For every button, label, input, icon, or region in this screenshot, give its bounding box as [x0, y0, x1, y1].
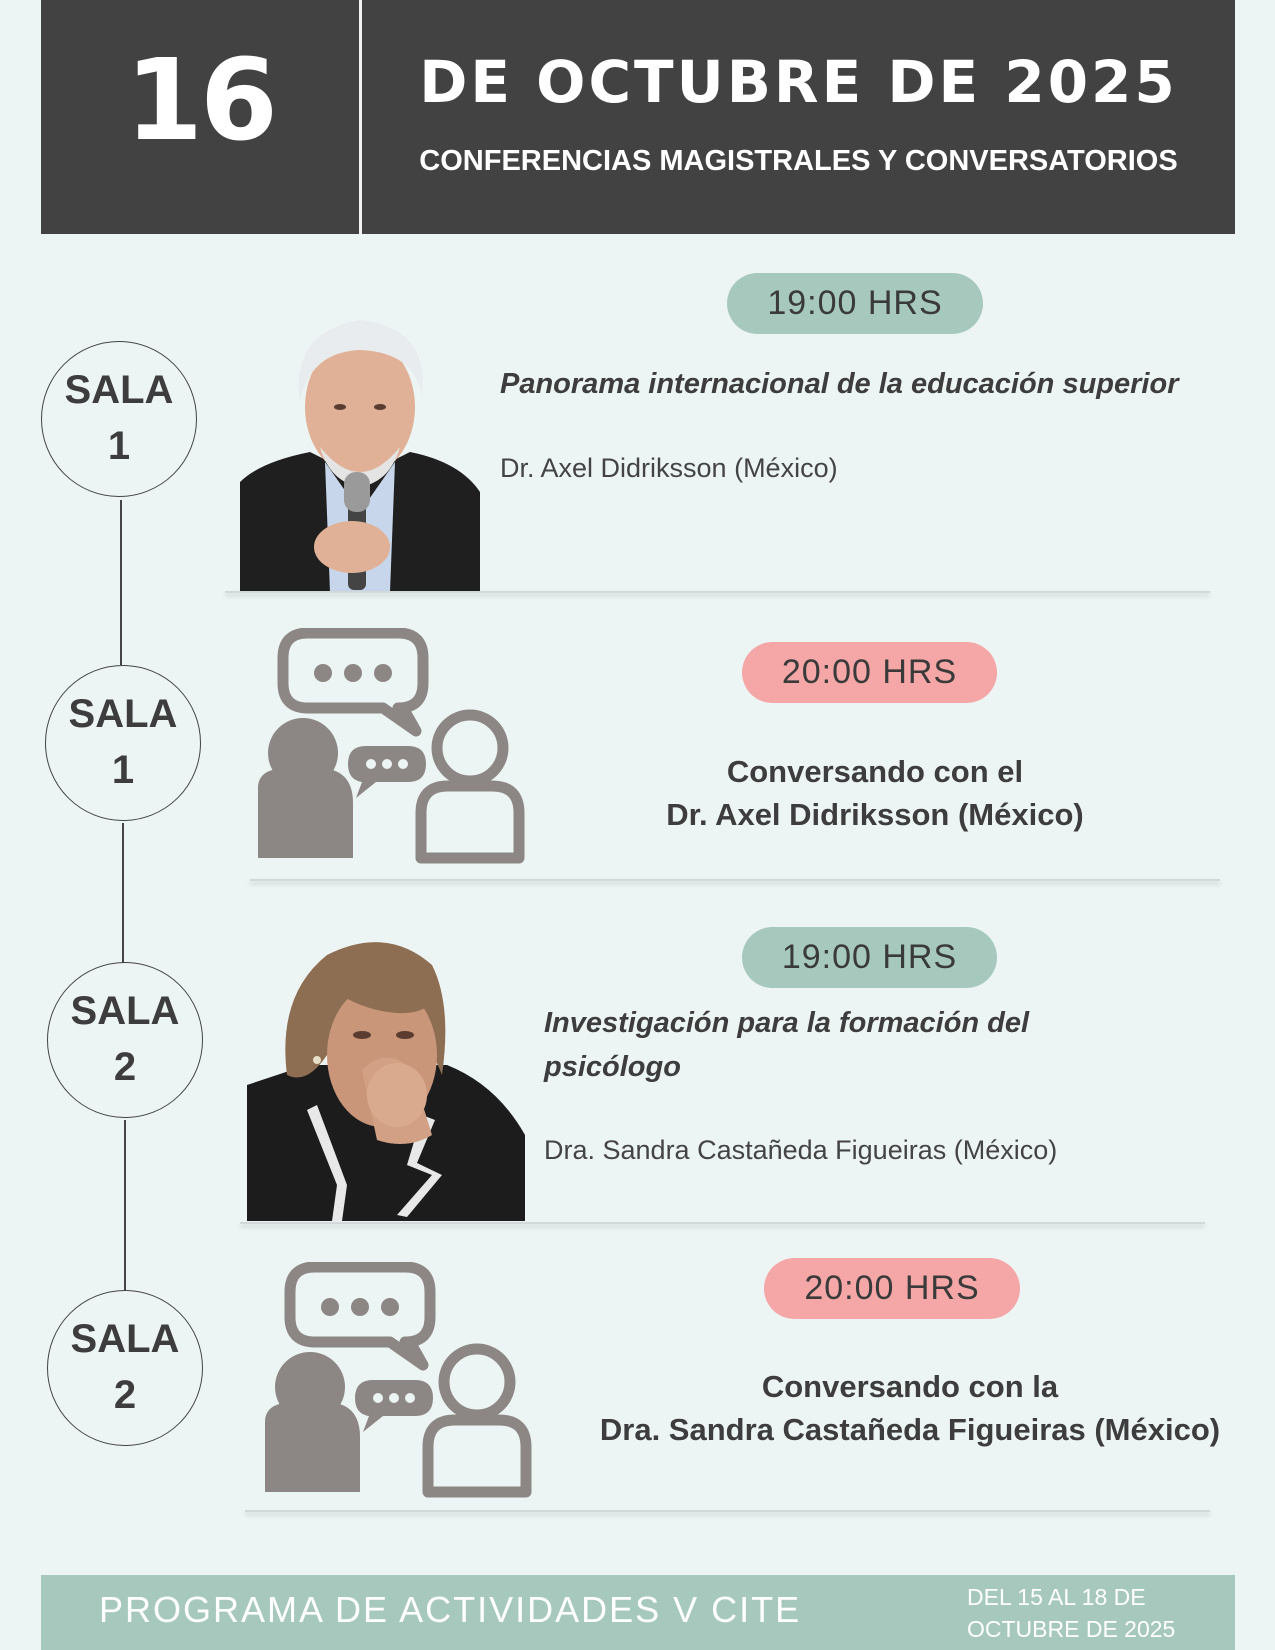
conversation-icon [265, 1262, 535, 1502]
sala-label: SALA [70, 1317, 180, 1361]
sala-badge [47, 1290, 203, 1446]
sala-number: 1 [111, 748, 135, 792]
timeline-connector [120, 500, 122, 665]
sala-label: SALA [68, 692, 178, 736]
conversation-line-2: Dr. Axel Didriksson (México) [666, 797, 1084, 832]
section-divider [240, 1222, 1205, 1224]
footer-title: PROGRAMA DE ACTIVIDADES V CITE [99, 1589, 802, 1630]
time-badge: 20:00 HRS [742, 642, 997, 703]
portrait-man-icon [240, 312, 480, 592]
conversation-title [585, 1365, 1235, 1451]
sala-badge [45, 665, 201, 821]
speaker-photo-axel-didriksson [240, 312, 480, 592]
portrait-woman-icon [247, 935, 525, 1221]
talk-title [544, 1001, 1184, 1089]
sala-badge [47, 962, 203, 1118]
footer-dates [967, 1581, 1197, 1645]
timeline-connector [124, 1120, 126, 1290]
day-number: 16 [125, 36, 275, 166]
footer-dates-line-2: OCTUBRE DE 2025 [967, 1616, 1176, 1642]
sala-badge [41, 341, 197, 497]
sala-number: 2 [113, 1373, 137, 1417]
talk-title-line-1: Investigación para la formación del [544, 1007, 1030, 1039]
section-divider [245, 1510, 1210, 1512]
sala-label: SALA [64, 368, 174, 412]
conversation-line-2: Dra. Sandra Castañeda Figueiras (México) [599, 1412, 1221, 1447]
time-badge: 19:00 HRS [742, 927, 997, 988]
footer-banner [41, 1575, 1235, 1650]
header-subtitle: CONFERENCIAS MAGISTRALES Y CONVERSATORIOS [419, 145, 1178, 177]
conversation-icon [258, 628, 528, 868]
sala-number: 1 [107, 424, 131, 468]
date-header [41, 0, 1235, 234]
section-divider [225, 591, 1210, 593]
conversation-line-1: Conversando con el [726, 754, 1024, 789]
sala-number: 2 [113, 1045, 137, 1089]
sala-label: SALA [70, 989, 180, 1033]
month-year: DE OCTUBRE DE 2025 [419, 48, 1178, 116]
section-divider [250, 879, 1220, 881]
timeline-connector [122, 823, 124, 963]
conversation-title [560, 750, 1190, 836]
talk-title-line-2: psicólogo [544, 1051, 681, 1083]
footer-dates-line-1: DEL 15 AL 18 DE [967, 1584, 1146, 1610]
speaker-photo-sandra-castaneda [247, 935, 525, 1221]
conversation-line-1: Conversando con la [761, 1369, 1059, 1404]
time-badge: 20:00 HRS [764, 1258, 1020, 1319]
speaker-name: Dr. Axel Didriksson (México) [500, 453, 838, 483]
talk-title: Panorama internacional de la educación superior [500, 368, 1179, 400]
time-badge: 19:00 HRS [727, 273, 983, 334]
speaker-name: Dra. Sandra Castañeda Figueiras (México) [544, 1135, 1058, 1165]
header-divider [359, 0, 362, 234]
